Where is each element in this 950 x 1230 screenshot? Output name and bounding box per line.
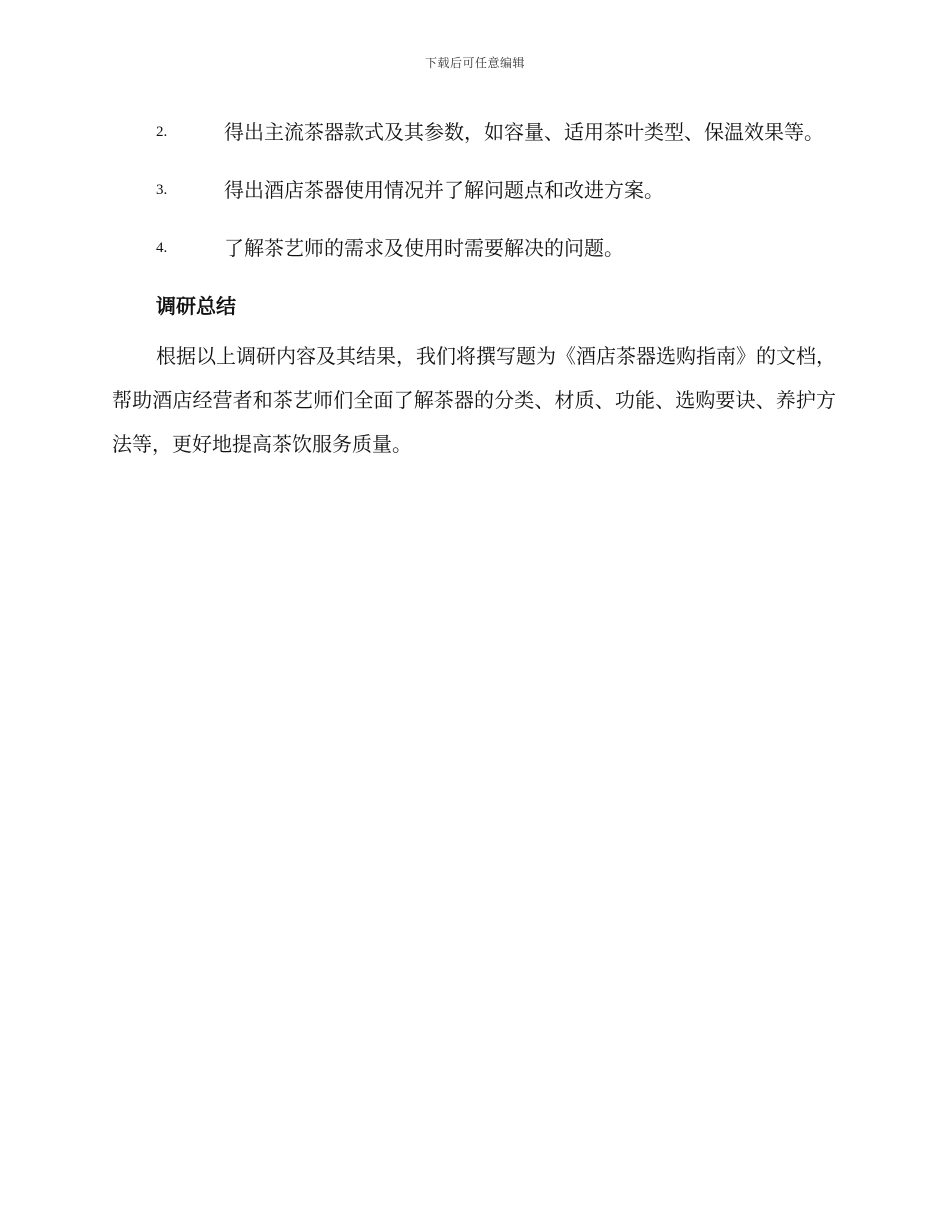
page-header: 下载后可任意编辑 <box>424 56 525 70</box>
list-item-number: 2. <box>156 124 168 140</box>
list-item <box>112 110 836 154</box>
section-title: 调研总结 <box>156 294 236 318</box>
list-item-text: 得出主流茶器款式及其参数，如容量、适用茶叶类型、保温效果等。 <box>224 120 824 144</box>
list-item <box>112 168 836 212</box>
list-item-number: 4. <box>156 240 168 256</box>
list-item-text: 得出酒店茶器使用情况并了解问题点和改进方案。 <box>224 178 664 202</box>
summary-paragraph: 根据以上调研内容及其结果，我们将撰写题为《酒店茶器选购指南》的文档，帮助酒店经营者和茶艺师们全面了解茶器的分类、材质、功能、选购要诀、养护方法等，更好地提高茶饮服务质量。 <box>112 344 836 456</box>
list-item <box>112 226 836 270</box>
list-item-number: 3. <box>156 182 168 198</box>
document-body <box>112 110 836 466</box>
list-item-text: 了解茶艺师的需求及使用时需要解决的问题。 <box>224 236 624 260</box>
